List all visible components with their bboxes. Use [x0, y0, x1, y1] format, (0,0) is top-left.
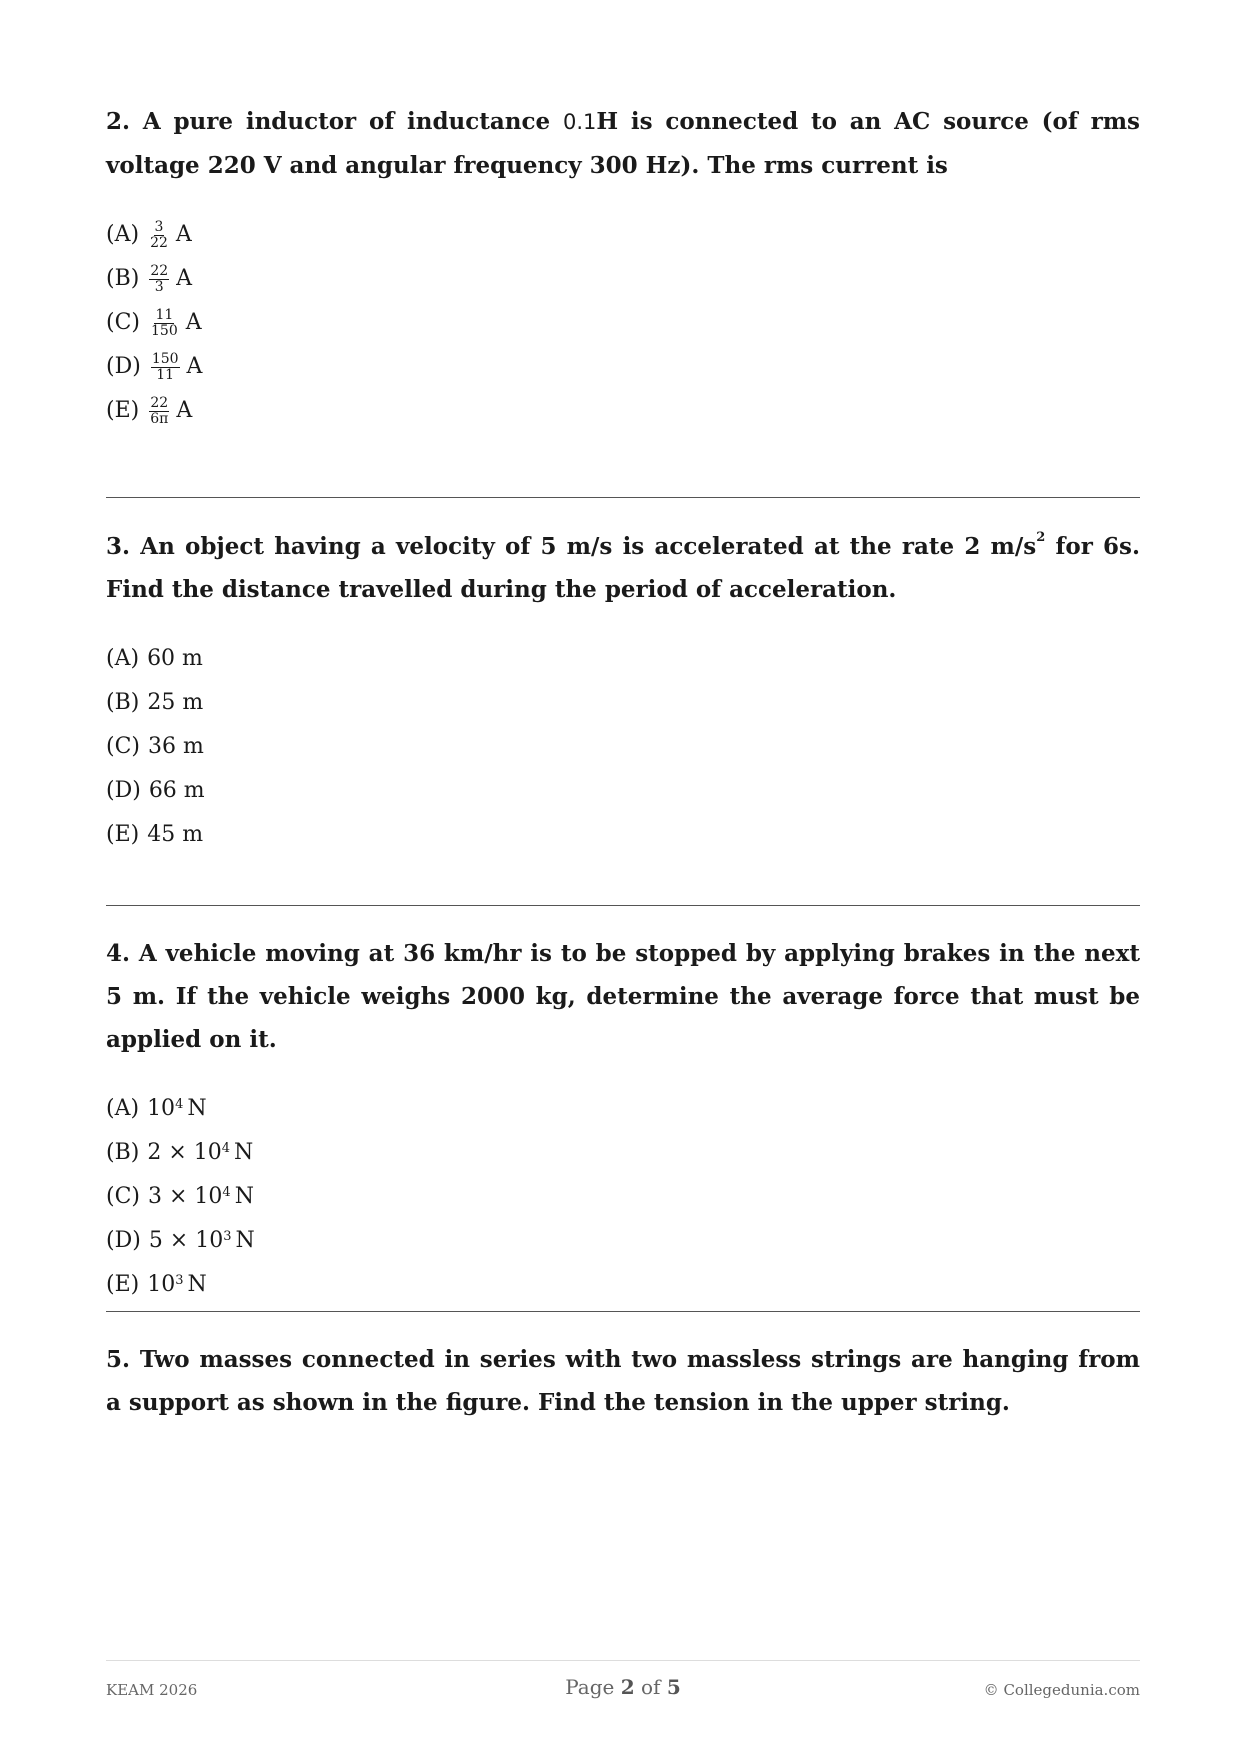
option-a[interactable]: (A) 10 $^4$ N [106, 1096, 207, 1121]
question-5-text: 5. Two masses connected in series with two massless strings are hanging from a support as shown in the figure. Find the tension in the upper string. [106, 1346, 1140, 1416]
question-4-options [106, 1087, 1140, 1307]
option-d[interactable]: (D) 5 × 10 $^3$ N [106, 1228, 255, 1253]
question-3 [106, 525, 1140, 857]
divider [106, 497, 1140, 498]
question-2 [106, 100, 1140, 433]
option-c[interactable]: (C) 3 × 10 $^4$ N [106, 1184, 254, 1209]
option-e[interactable]: (E) $\frac{22}{6\pi}$ A [106, 394, 193, 427]
question-2-text: 2. A pure inductor of inductance 0.1H is connected to an AC source (of rms voltage 220 V and angular frequency 300 Hz). The rms current is [106, 108, 1140, 179]
question-2-options [106, 213, 1140, 433]
divider [106, 1311, 1140, 1312]
divider [106, 905, 1140, 906]
option-b[interactable]: (B) 2 × 10 $^4$ N [106, 1140, 254, 1165]
option-e[interactable]: (E) 45 m [106, 822, 204, 847]
option-a[interactable]: (A) 60 m [106, 646, 203, 671]
option-b[interactable]: (B) $\frac{22}{3}$ A [106, 262, 193, 295]
fraction: $\frac{150}{11}$ [151, 350, 179, 383]
exam-page [106, 0, 1140, 1754]
question-3-text: 3. An object having a velocity of 5 m/s is accelerated at the rate 2 $m/s^2$ for 6s. Find the distance travelled during the period of acceleration. [106, 530, 1140, 603]
fraction: $\frac{11}{150}$ [151, 306, 178, 339]
page-footer [106, 1660, 1140, 1699]
fraction: $\frac{22}{6\pi}$ [150, 394, 169, 427]
option-c[interactable]: (C) $\frac{11}{150}$ A [106, 306, 202, 339]
option-e[interactable]: (E) 10 $^3$ N [106, 1272, 207, 1297]
fraction: $\frac{3}{22}$ [150, 218, 168, 251]
question-4-text: 4. A vehicle moving at 36 km/hr is to be stopped by applying brakes in the next 5 m. If the vehicle weighs 2000 kg, determine the average force that must be applied on it. [106, 940, 1140, 1053]
option-c[interactable]: (C) 36 m [106, 734, 204, 759]
copyright: © Collegedunia.com [983, 1681, 1140, 1699]
question-3-options [106, 637, 1140, 857]
question-5 [106, 1338, 1140, 1424]
page-number: Page 2 of 5 [565, 1675, 681, 1699]
fraction: $\frac{22}{3}$ [150, 262, 169, 295]
exam-name: KEAM 2026 [106, 1681, 198, 1699]
option-d[interactable]: (D) $\frac{150}{11}$ A [106, 350, 203, 383]
option-b[interactable]: (B) 25 m [106, 690, 204, 715]
option-d[interactable]: (D) 66 m [106, 778, 205, 803]
question-4 [106, 932, 1140, 1307]
option-a[interactable]: (A) $\frac{3}{22}$ A [106, 218, 192, 251]
